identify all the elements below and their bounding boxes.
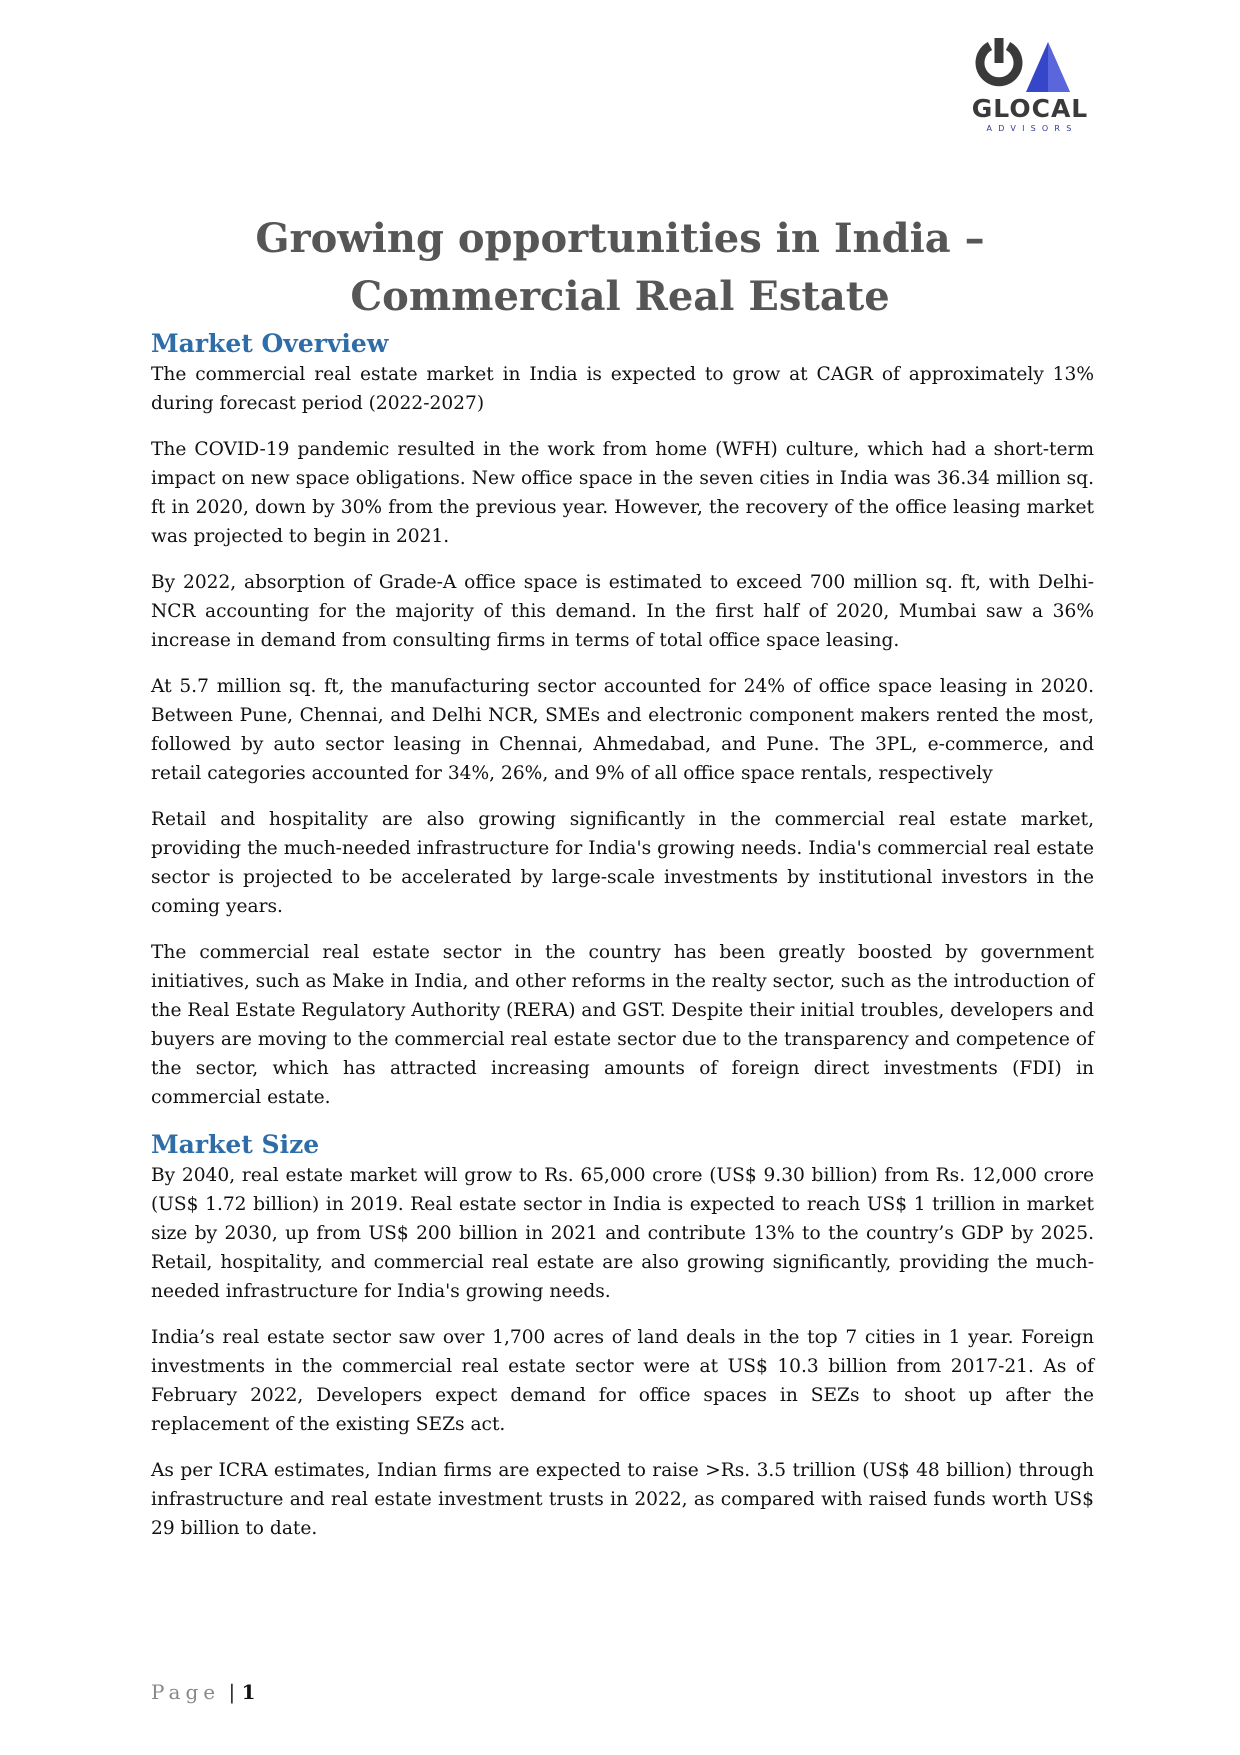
page-label: Page	[151, 1680, 221, 1704]
section-market-overview	[151, 328, 1094, 1112]
section-heading: Market Overview	[151, 329, 389, 358]
paragraph: The commercial real estate sector in the country has been greatly boosted by government initiatives, such as Make in India, and other reforms in the realty sector, such as the introduction of the Real Estate Regulatory Authority (RERA) and GST. Despite their initial troubles, developers and buyers are moving to the commercial real estate sector due to the transparency and competence of the sector, which has attracted increasing amounts of foreign direct investments (FDI) in commercial estate.	[151, 942, 1095, 1108]
glocal-power-triangle-logo-icon	[968, 38, 1092, 96]
page-separator: |	[228, 1680, 236, 1704]
page-number: 1	[241, 1680, 256, 1704]
title-line-1: Growing opportunities in India –	[255, 215, 985, 262]
paragraph: By 2022, absorption of Grade-A office space is estimated to exceed 700 million sq. ft, with Delhi-NCR accounting for the majority of this demand. In the first half of 2020, Mumbai saw a 36% increase in demand from consulting firms in terms of total office space leasing.	[151, 572, 1094, 651]
document-title	[150, 210, 1090, 326]
paragraph: By 2040, real estate market will grow to Rs. 65,000 crore (US$ 9.30 billion) from Rs. 12,000 crore (US$ 1.72 billion) in 2019. Real estate sector in India is expected to reach US$ 1 trillion in market size by 2030, up from US$ 200 billion in 2021 and contribute 13% to the country’s GDP by 2025. Retail, hospitality, and commercial real estate are also growing significantly, providing the much-needed infrastructure for India's growing needs.	[151, 1165, 1094, 1302]
logo-wordmark: GLOCAL	[971, 94, 1089, 123]
document-body	[151, 328, 1094, 1560]
paragraph: At 5.7 million sq. ft, the manufacturing sector accounted for 24% of office space leasing in 2020. Between Pune, Chennai, and Delhi NCR, SMEs and electronic component makers rented the most, followed by auto sector leasing in Chennai, Ahmedabad, and Pune. The 3PL, e-commerce, and retail categories accounted for 34%, 26%, and 9% of all office space rentals, respectively	[151, 676, 1094, 784]
title-line-2: Commercial Real Estate	[350, 273, 890, 320]
section-heading: Market Size	[151, 1130, 320, 1159]
page-footer	[151, 1680, 256, 1704]
paragraph: The COVID-19 pandemic resulted in the work from home (WFH) culture, which had a short-term impact on new space obligations. New office space in the seven cities in India was 36.34 million sq. ft in 2020, down by 30% from the previous year. However, the recovery of the office leasing market was projected to begin in 2021.	[151, 439, 1094, 547]
paragraph: The commercial real estate market in India is expected to grow at CAGR of approximately 13% during forecast period (2022-2027)	[151, 364, 1094, 414]
company-logo	[968, 38, 1092, 138]
logo-tagline: ADVISORS	[986, 124, 1078, 133]
paragraph: As per ICRA estimates, Indian firms are expected to raise >Rs. 3.5 trillion (US$ 48 billion) through infrastructure and real estate investment trusts in 2022, as compared with raised funds worth US$ 29 billion to date.	[151, 1460, 1094, 1539]
section-market-size	[151, 1129, 1094, 1543]
paragraph: Retail and hospitality are also growing significantly in the commercial real estate market, providing the much-needed infrastructure for India's growing needs. India's commercial real estate sector is projected to be accelerated by large-scale investments by institutional investors in the coming years.	[151, 809, 1094, 917]
paragraph: India’s real estate sector saw over 1,700 acres of land deals in the top 7 cities in 1 year. Foreign investments in the commercial real estate sector were at US$ 10.3 billion from 2017-21. As of February 2022, Developers expect demand for office spaces in SEZs to shoot up after the replacement of the existing SEZs act.	[151, 1327, 1094, 1435]
